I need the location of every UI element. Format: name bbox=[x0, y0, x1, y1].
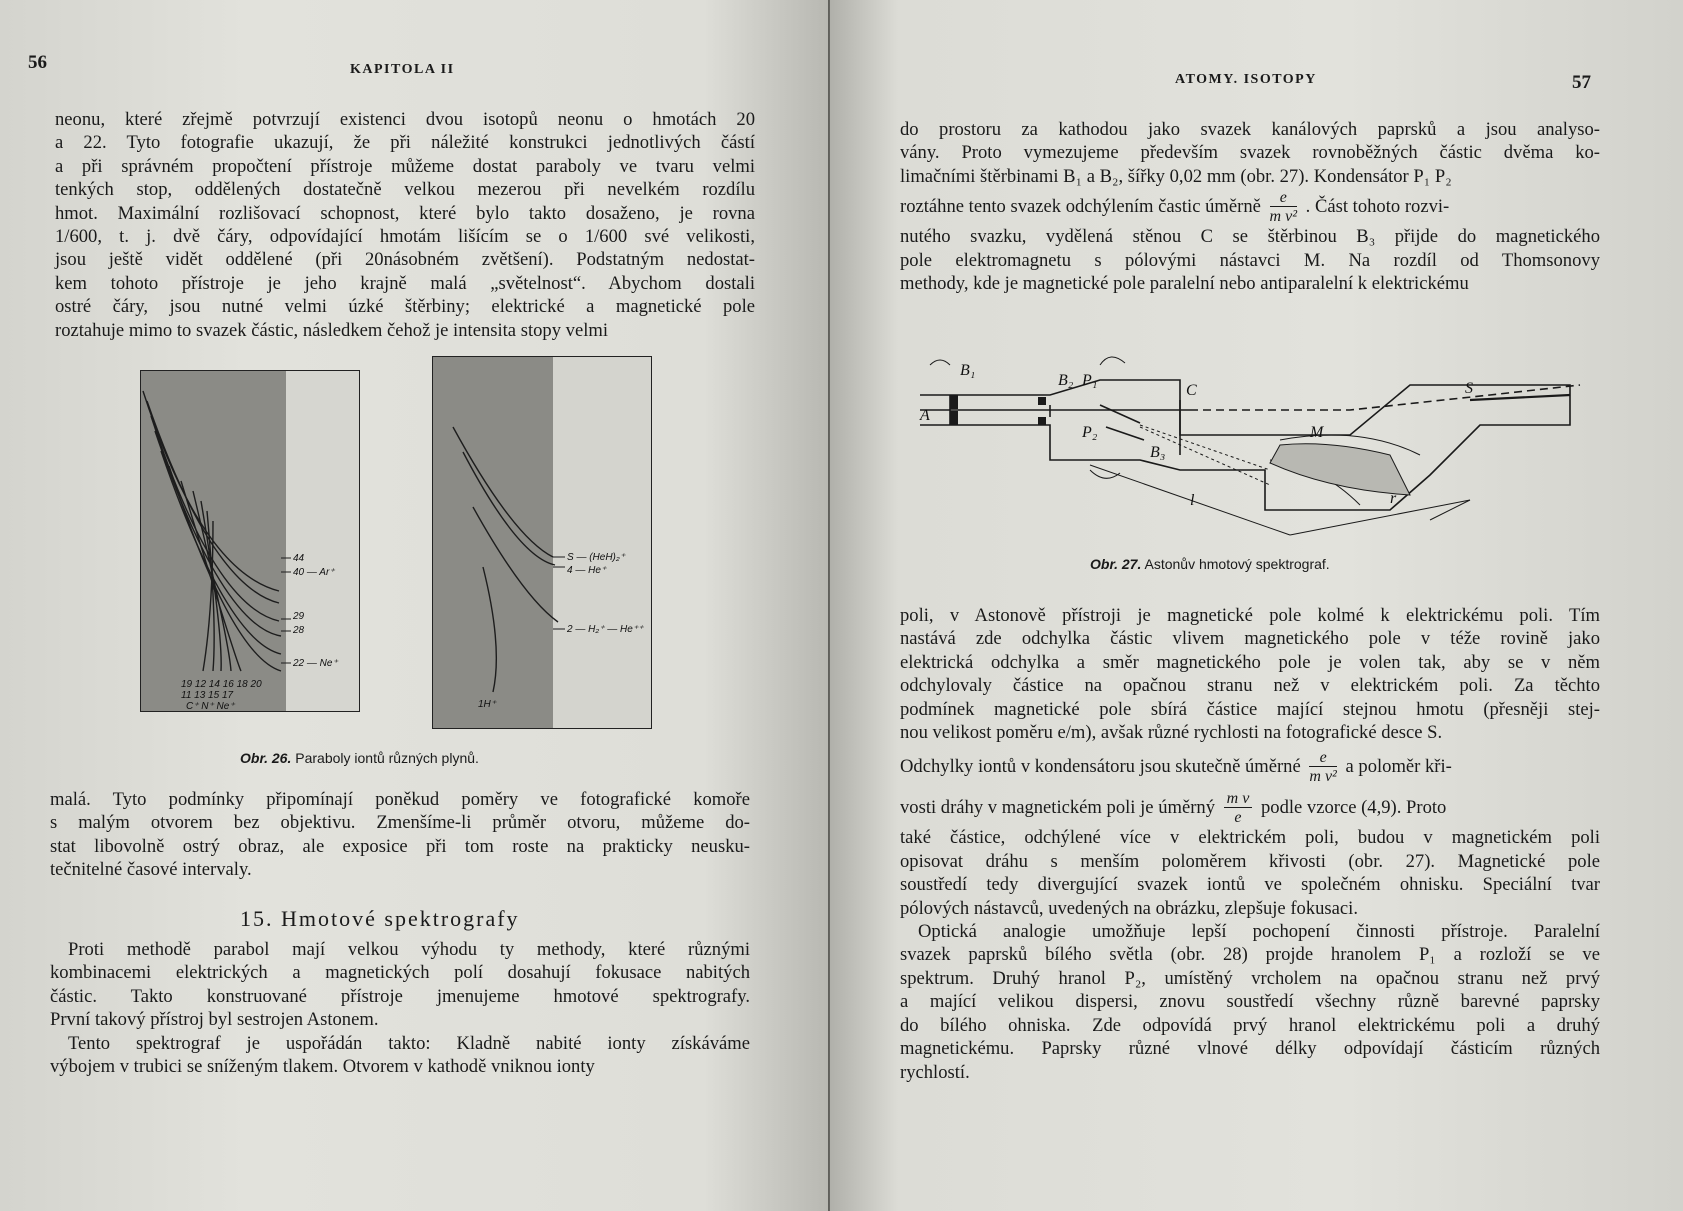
text-line: Proti methodě parabol mají velkou výhodu ty methody, které různými bbox=[68, 939, 750, 960]
label-p2: P₂ bbox=[1082, 424, 1098, 441]
text-line: spektrum. Druhý hranol P₂, umístěný vrcholem na opačnou stranu než prvý bbox=[900, 967, 1600, 989]
label-masses-bottom: 11 13 15 17 bbox=[181, 690, 234, 701]
text-line: stat libovolně ostrý obraz, ale exposice při tom roste na prakticky neusku- bbox=[50, 835, 750, 857]
label-l: l bbox=[1190, 492, 1195, 509]
label-s-heh2: S — (HeH)₂⁺ bbox=[567, 552, 625, 563]
label-29: 29 bbox=[293, 611, 305, 622]
label-28: 28 bbox=[293, 625, 305, 636]
text-line: malá. Tyto podmínky připomínají poněkud poměry ve fotografické komoře bbox=[50, 789, 750, 810]
aston-spectrograph-svg bbox=[890, 345, 1610, 545]
fraction-e-over-mv2-second: $\frac{e}{\text{m v²}}$ bbox=[1309, 749, 1337, 786]
figure-27-diagram bbox=[890, 345, 1610, 545]
page-number-right: 57 bbox=[1572, 72, 1591, 93]
text-line: elektrická odchylka a směr magnetického pole je volen tak, aby se v něm bbox=[900, 651, 1600, 673]
text-line: odchylovaly částice na opačnou stranu než v elektrickém poli. Za těchto bbox=[900, 675, 1600, 697]
label-b1: B₁ bbox=[960, 362, 976, 379]
text-line: nastává zde odchylka částic vlivem magnetického pole v téže rovině jako bbox=[900, 628, 1600, 650]
text-line: neonu, které zřejmě potvrzují existenci dvou isotopů neonu o hmotách 20 bbox=[55, 109, 755, 130]
text-line: a 22. Tyto fotografie ukazují, že při náležité konstrukci jednotlivých částí bbox=[55, 132, 755, 154]
figure-26-caption bbox=[240, 750, 479, 766]
label-b3: B₃ bbox=[1150, 444, 1166, 461]
label-c-n-ne: C⁺ N⁺ Ne⁺ bbox=[186, 701, 235, 711]
label-p1: P₁ bbox=[1082, 372, 1098, 389]
section-paragraph-2 bbox=[50, 1032, 750, 1079]
figure-26-caption-text: Paraboly iontů různých plynů. bbox=[295, 750, 479, 766]
label-4-he: 4 — He⁺ bbox=[567, 565, 607, 576]
label-b2: B₂ bbox=[1058, 372, 1074, 389]
page-number-left: 56 bbox=[28, 52, 47, 73]
text-line: Tento spektrograf je uspořádán takto: Kladně nabité ionty získáváme bbox=[68, 1032, 750, 1054]
label-44: 44 bbox=[293, 553, 305, 564]
text-line: pólových nástavců, uvedených na obrázku, zlepšuje fokusaci. bbox=[900, 897, 1358, 919]
text-line: svazek paprsků bílého světla (obr. 28) projde hranolem P₁ a rozloží se ve bbox=[900, 944, 1600, 966]
right-after-fraction3-lines bbox=[900, 826, 1600, 920]
figure-27-caption-number: Obr. 27. bbox=[1090, 556, 1142, 572]
figure-26-left-plate bbox=[140, 370, 360, 712]
text-line: rychlostí. bbox=[900, 1061, 970, 1083]
right-page bbox=[830, 0, 1683, 1211]
label-40-ar: 40 — Ar⁺ bbox=[293, 567, 335, 578]
text-line: částic. Takto konstruované přístroje jmenujeme hmotové spektrografy. bbox=[50, 985, 750, 1007]
text-line: ostré čáry, jsou nutné velmi úzké štěrbiny; elektrické a magnetické pole bbox=[55, 296, 755, 318]
text-line: jsou ještě vidět oddělené (při 20násobném zvětšení). Podstatným nedostat- bbox=[55, 249, 755, 271]
text-line: roztahuje mimo to svazek částic, následkem čehož je intensita stopy velmi bbox=[55, 319, 608, 341]
text-line: do bílého ohniska. Zde odpovídá prvý hranol elektrickému poli a druhý bbox=[900, 1014, 1600, 1036]
text-line: První takový přístroj byl sestrojen Astonem. bbox=[50, 1009, 379, 1031]
running-head-left: KAPITOLA II bbox=[350, 62, 455, 77]
text-line: Optická analogie umožňuje lepší pochopení činnosti přístroje. Paralelní bbox=[918, 921, 1600, 943]
parabola-photo-right bbox=[433, 357, 651, 728]
text-line: opisovat dráhu s menším poloměrem křivosti (obr. 27). Magnetické pole bbox=[900, 850, 1600, 872]
right-paragraph-top bbox=[900, 118, 1600, 295]
label-c: C bbox=[1186, 382, 1197, 399]
text-line: hmot. Maximální rozlišovací schopnost, které bylo takto dosaženo, je rovna bbox=[55, 202, 755, 224]
right-last-paragraph bbox=[900, 920, 1600, 1084]
right-top-lines bbox=[900, 118, 1600, 188]
text-line: kombinacemi elektrických a magnetických polí dosahují fokusace nabitých bbox=[50, 962, 750, 984]
fraction-line-2: Odchylky iontů v kondensátoru jsou skutečně úměrné $\frac{e}{\text{m v²}}$ a poloměr kři- bbox=[900, 749, 1452, 786]
label-m: M bbox=[1310, 424, 1324, 441]
text-line: a při správném propočtení přístroje můžeme dostat paraboly ve tvaru velmi bbox=[55, 155, 755, 177]
label-r: r bbox=[1390, 490, 1397, 507]
section-heading: 15. Hmotové spektrografy bbox=[240, 906, 520, 931]
figure-26-caption-number: Obr. 26. bbox=[240, 750, 292, 766]
text-line: do prostoru za kathodou jako svazek kanálových paprsků a jsou analyso- bbox=[900, 119, 1600, 140]
figure-27-caption bbox=[1090, 556, 1330, 572]
left-section-text bbox=[50, 938, 750, 1078]
left-paragraph-top bbox=[55, 108, 755, 342]
right-mid-lines bbox=[900, 604, 1600, 744]
text-line: limačními štěrbinami B₁ a B₂, šířky 0,02 mm (obr. 27). Kondensátor P₁ P₂ bbox=[900, 165, 1452, 187]
parabola-photo-left bbox=[141, 371, 359, 711]
fraction-line-1: roztáhne tento svazek odchýlením častic úměrně $\frac{e}{\text{m v²}}$ . Část tohoto rozvi- bbox=[900, 189, 1450, 226]
right-after-fraction-lines bbox=[900, 225, 1600, 295]
fraction-e-over-mv2: $\frac{e}{\text{m v²}}$ bbox=[1269, 189, 1297, 226]
label-s: S bbox=[1465, 380, 1473, 397]
text-line: s malým otvorem bez objektivu. Zmenšíme-li průměr otvoru, můžeme do- bbox=[50, 812, 750, 834]
fraction-line-3: vosti dráhy v magnetickém poli je úměrný $\frac{\text{m v}}{e}$ podle vzorce (4,9). Proto bbox=[900, 790, 1447, 827]
fraction-mv-over-e: $\frac{\text{m v}}{e}$ bbox=[1224, 791, 1253, 826]
section-paragraph-1 bbox=[50, 938, 750, 1032]
left-page bbox=[0, 0, 828, 1211]
text-line: magnetickému. Paprsky různé vlnové délky odpovídají částicím různých bbox=[900, 1038, 1600, 1060]
left-paragraph-mid bbox=[50, 788, 750, 882]
running-head-right: ATOMY. ISOTOPY bbox=[1175, 72, 1317, 87]
text-line: vány. Proto vymezujeme především svazek rovnoběžných částic dvěma ko- bbox=[900, 142, 1600, 164]
text-line: poli, v Astonově přístroji je magnetické pole kolmé k elektrickému poli. Tím bbox=[900, 605, 1600, 626]
figure-27-caption-text: Astonův hmotový spektrograf. bbox=[1144, 556, 1330, 572]
text-line: 1/600, t. j. dvě čáry, odpovídající hmotám lišícím se o 1/600 své velikosti, bbox=[55, 226, 755, 248]
text-line: kem tohoto přístroje je jeho krajně malá „světelnost“. Abychom dostali bbox=[55, 272, 755, 294]
label-2-h2-he: 2 — H₂⁺ — He⁺⁺ bbox=[567, 624, 644, 635]
text-line: nou velikost poměru e/m), avšak různé rychlosti na fotografické desce S. bbox=[900, 722, 1443, 744]
right-paragraph-mid bbox=[900, 604, 1600, 1084]
figure-26-right-plate bbox=[432, 356, 652, 729]
text-line: tenkých stop, oddělených dostatečně velkou mezerou při nevelkém rozdílu bbox=[55, 179, 755, 201]
text-line: tečnitelné časové intervaly. bbox=[50, 859, 252, 881]
text-line: a mající velikou dispersi, znovu soustředí všechny různě barevné paprsky bbox=[900, 991, 1600, 1013]
label-22-ne: 22 — Ne⁺ bbox=[293, 658, 338, 669]
label-a: A bbox=[920, 407, 930, 424]
text-line: methody, kde je magnetické pole paralelní nebo antiparalelní k elektrickému bbox=[900, 273, 1469, 295]
text-line: výbojem v trubici se sníženým tlakem. Otvorem v kathodě vniknou ionty bbox=[50, 1056, 595, 1078]
text-line: také částice, odchýlené více v elektrickém poli, budou v magnetickém poli bbox=[900, 827, 1600, 849]
label-1h: 1H⁺ bbox=[478, 699, 497, 710]
text-line: soustředí tedy divergující svazek iontů ve společném ohnisku. Speciální tvar bbox=[900, 874, 1600, 896]
text-line: nutého svazku, vydělená stěnou C se štěrbinou B₃ přijde do magnetického bbox=[900, 226, 1600, 248]
label-masses-top: 19 12 14 16 18 20 bbox=[181, 679, 262, 690]
text-line: pole elektromagnetu s pólovými nástavci M. Na rozdíl od Thomsonovy bbox=[900, 249, 1600, 271]
text-line: podmínek magnetické pole sbírá částice mající stejnou hmotu (přesněji stej- bbox=[900, 698, 1600, 720]
